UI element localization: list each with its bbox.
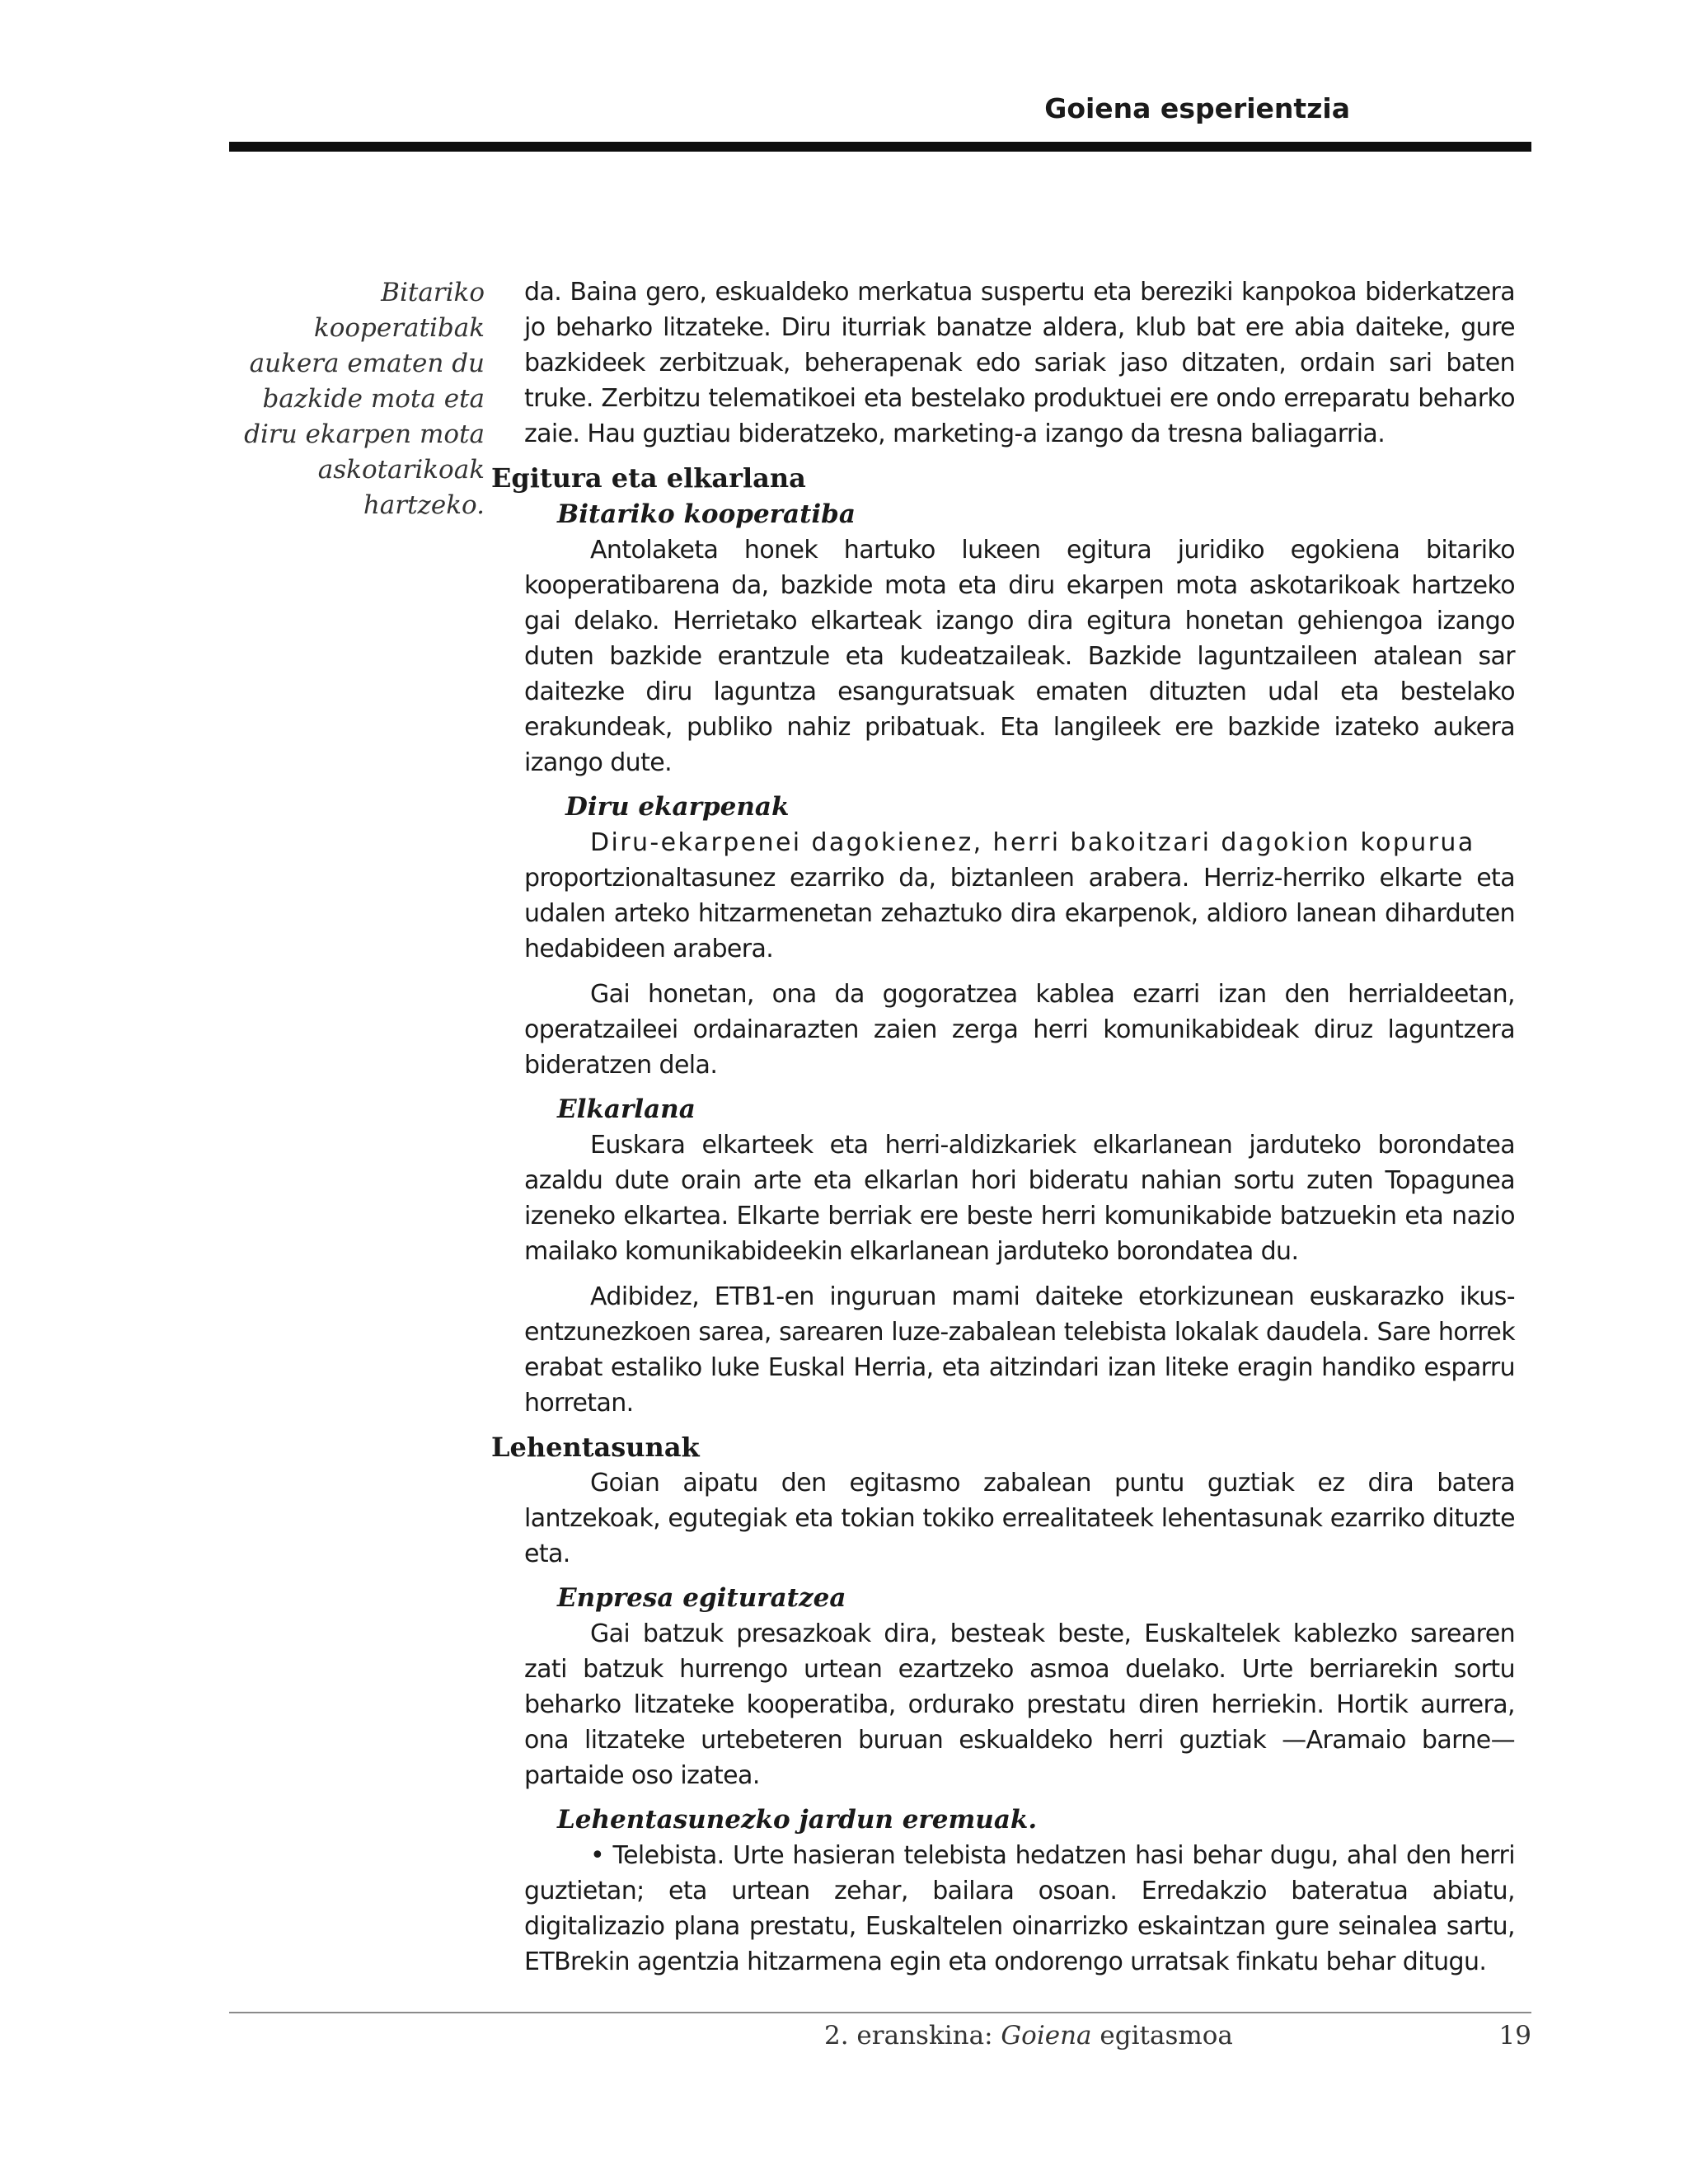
footer-rule [229,2012,1531,2013]
paragraph: Goian aipatu den egitasmo zabalean puntu guztiak ez dira batera lantzekoak, egutegiak eta tokian tokiko errealitateek lehentasunak ezarriko dituzte eta. [524,1469,1515,1568]
subsection-heading: Lehentasunezko jardun eremuak. [557,1805,1038,1835]
page-number: 19 [1498,2021,1531,2050]
paragraph: Adibidez, ETB1-en inguruan mami daiteke etorkizunean euskarazko ikus-entzunezkoen sarea, sarearen luze-zabalean telebista lokalak daudela. Sare horrek erabat estaliko luke Euskal Herria, eta aitzindari izan liteke eragin handiko esparru horretan. [524,1282,1515,1418]
margin-note-line: bazkide mota eta [262,384,485,414]
footer-caption [824,2021,1286,2050]
paragraph: Gai batzuk presazkoak dira, besteak beste, Euskaltelek kablezko sarearen zati batzuk hurrengo urtean ezartzeko asmoa duelako. Urte berriarekin sortu beharko litzateke kooperatiba, ordurako prestatu diren herriekin. Hortik aurrera, ona litzateke urtebeteren buruan eskualdeko herri guztiak —Aramaio barne— partaide oso izatea. [524,1619,1515,1790]
paragraph: Euskara elkarteek eta herri-aldizkariek elkarlanean jarduteko borondatea azaldu dute orain arte eta elkarlan hori bideratu nahian sortu zuten Topagunea izeneko elkartea. Elkarte berriak ere beste herri komunikabide batzuekin eta nazio mailako komunikabideekin elkarlanean jarduteko borondatea du. [524,1131,1515,1266]
subsection-heading: Bitariko kooperatiba [557,499,856,529]
section-heading: Egitura eta elkarlana [491,462,806,494]
margin-note-line: aukera ematen du [249,349,485,378]
body-text [491,274,1515,1980]
section-heading: Lehentasunak [491,1432,700,1463]
paragraph-first-line: Diru-ekarpenei dagokienez, herri bakoitzari dagokion kopurua [590,828,1475,857]
footer-italic: Goiena [1001,2021,1092,2050]
margin-note-line: diru ekarpen mota [244,419,485,449]
paragraph: Antolaketa honek hartuko lukeen egitura juridiko egokiena bitariko kooperatibarena da, bazkide mota eta diru ekarpen mota askotarikoak hartzeko gai delako. Herrietako elkarteak izango dira egitura honetan gehiengoa izango duten bazkide erantzule eta kudeatzaileak. Bazkide laguntzaileen atalean sar daitezke diru laguntza esanguratsuak ematen dituzten udal eta bestelako erakundeak, publiko nahiz pribatuak. Eta langileek ere bazkide izateko aukera izango dute. [524,536,1515,777]
subsection-heading: Diru ekarpenak [565,792,790,822]
subsection-heading: Enpresa egituratzea [557,1583,846,1613]
footer-prefix: 2. eranskina: [824,2021,1001,2050]
footer-suffix: egitasmoa [1091,2021,1233,2050]
margin-note-line: kooperatibak [313,313,485,343]
paragraph: • Telebista. Urte hasieran telebista hedatzen hasi behar dugu, ahal den herri guztietan; eta urtean zehar, bailara osoan. Erredakzio bateratua abiatu, digitalizazio plana prestatu, Euskaltelen oinarrizko eskaintzan gure seinalea sartu, ETBrekin agentzia hitzarmena egin eta ondorengo urratsak finkatu behar ditugu. [524,1841,1515,1976]
margin-note-line: hartzeko. [363,490,485,520]
paragraph: Gai honetan, ona da gogoratzea kablea ezarri izan den herrialdeetan, operatzaileei ordainarazten zaien zerga herri komunikabideak diruz laguntzera bideratzen dela. [524,980,1515,1080]
running-header: Goiena esperientzia [1044,92,1350,124]
subsection-heading: Elkarlana [557,1094,696,1124]
paragraph: proportzionaltasunez ezarriko da, biztanleen arabera. Herriz-herriko elkarte eta udalen arteko hitzarmenetan zehaztuko dira ekarpenok, aldioro lanean diharduten hedabideen arabera. [524,864,1515,963]
margin-note [229,275,485,523]
paragraph: da. Baina gero, eskualdeko merkatua suspertu eta bereziki kanpokoa biderkatzera jo beharko litzateke. Diru iturriak banatze aldera, klub bat ere abia daiteke, gure bazkideek zerbitzuak, beherapenak edo sariak jaso ditzaten, ordain sari baten truke. Zerbitzu telematikoei eta bestelako produktuei ere ondo erreparatu beharko zaie. Hau guztiau bideratzeko, marketing-a izango da tresna baliagarria. [524,278,1515,448]
margin-note-line: Bitariko [381,278,485,307]
margin-note-line: askotarikoak [317,455,485,485]
header-rule [229,142,1531,152]
